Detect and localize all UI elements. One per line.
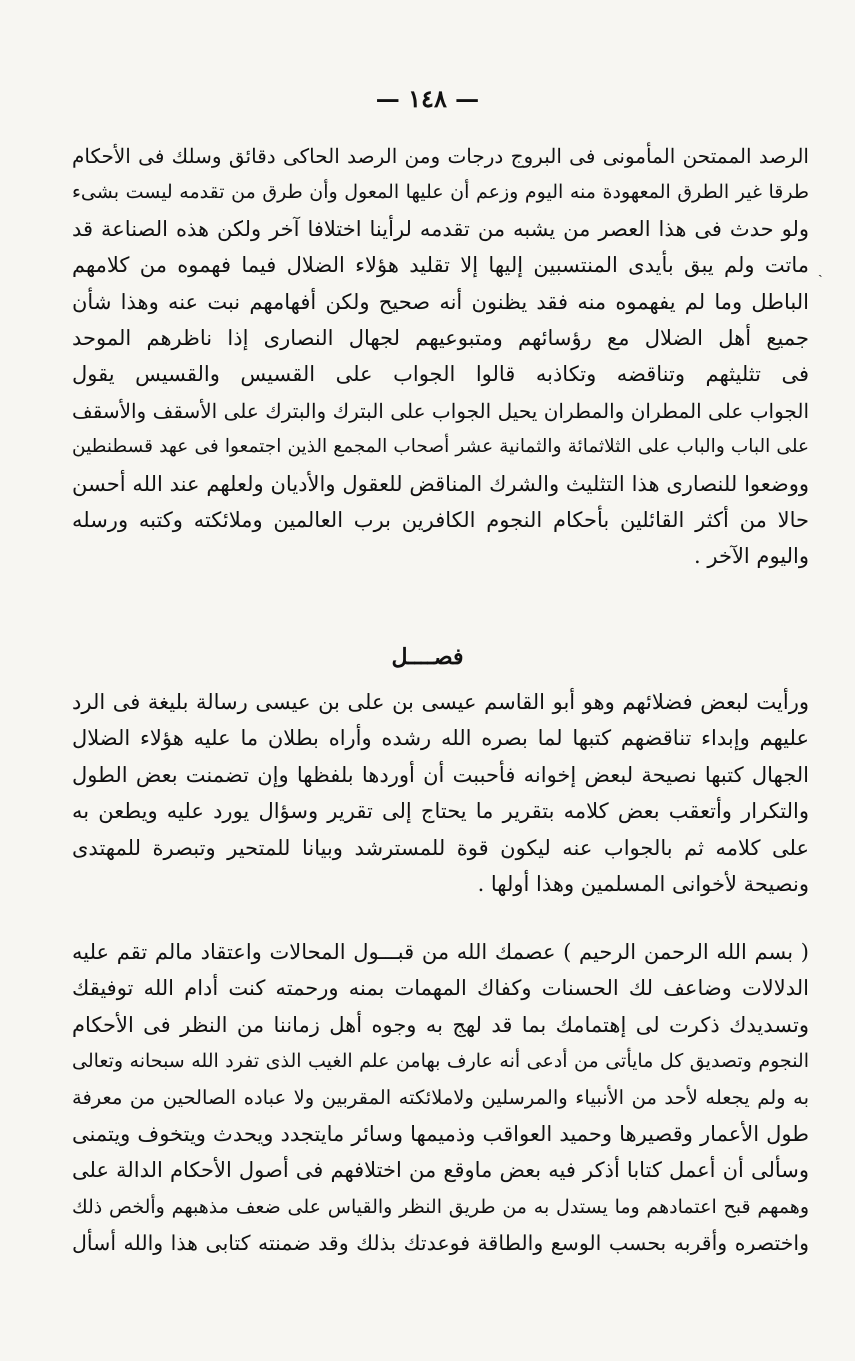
text-line: ولو حدث فى هذا العصر من يشبه من تقدمه لرأينا اختلافا آخر ولكن هذه الصناعة قد	[72, 216, 809, 241]
text-line: جميع أهل الضلال مع رؤسائهم ومتبوعيهم لجهال النصارى إذا ناظرهم الموحد	[72, 325, 809, 350]
margin-mark: ˎ	[818, 262, 823, 278]
page-number: — ١٤٨ —	[375, 84, 480, 113]
text-line: واليوم الآخر .	[694, 544, 809, 569]
section-heading: فصــــل	[391, 644, 464, 670]
text-line: طرقا غير الطرق المعهودة منه اليوم وزعم أن عليها المعول وأن طرق من تقدمه ليست بشىء	[72, 181, 809, 204]
text-line: طول الأعمار وقصيرها وحميد العواقب وذميمها وسائر مايتجدد ويحدث ويتخوف ويتمنى	[72, 1121, 809, 1146]
paragraph-3	[72, 934, 809, 1262]
text-line: واختصره وأقربه بحسب الوسع والطاقة فوعدتك بذلك وقد ضمنته كتابى هذا والله أسأل	[72, 1231, 809, 1256]
text-line: وسألى أن أعمل كتابا أذكر فيه بعض ماوقع من اختلافهم فى أصول الأحكام الدالة على	[72, 1158, 809, 1183]
text-line: حالا من أكثر القائلين بأحكام النجوم الكافرين برب العالمين وملائكته وكتبه ورسله	[72, 507, 809, 532]
text-line: الرصد الممتحن المأمونى فى البروج درجات ومن الرصد الحاكى دقائق وسلك فى الأحكام	[72, 144, 809, 168]
text-line: عليهم وإبداء تناقضهم كتبها لما بصره الله رشده وأراه بطلان ما عليه هؤلاء الضلال	[72, 726, 809, 751]
text-line: على كلامه ثم بالجواب عنه ليكون قوة للمسترشد وبيانا للمتحير وتبصرة للمهتدى	[72, 835, 809, 860]
text-line: به ولم يجعله لأحد من الأنبياء والمرسلين ولاملائكته المقربين ولا عباده الصالحين من معرفة	[72, 1085, 809, 1109]
text-line: والتكرار وأتعقب بعض كلامه بتقرير ما يحتاج إلى تقرير وسؤال يورد عليه ويطعن به	[72, 799, 809, 824]
text-line: ( بسم الله الرحمن الرحيم ) عصمك الله من قبـــول المحالات واعتقاد مالم تقم عليه	[72, 940, 809, 964]
text-line: الجهال كتبها نصيحة لبعض إخوانه فأحببت أن أوردها بلفظها وإن تضمنت بعض الطول	[72, 762, 809, 787]
text-line: الباطل وما لم يفهموه منه فقد يظنون أنه صحيح ولكن أفهامهم نبت عنه وهذا شأن	[72, 289, 809, 314]
text-line: النجوم وتصديق كل مايأتى من أدعى أنه عارف بهامن علم الغيب الذى تفرد الله سبحانه وتعالى	[72, 1050, 809, 1073]
text-line: وهمهم قبح اعتمادهم وما يستدل به من طريق النظر والقياس على ضعف مذهبهم وألخص ذلك	[72, 1195, 809, 1218]
text-line: على الباب والباب على الثلاثمائة والثمانية عشر أصحاب المجمع الذين اجتمعوا فى عهد قسطنطين	[72, 436, 809, 458]
text-line: ونصيحة لأخوانى المسلمين وهذا أولها .	[477, 871, 809, 896]
text-line: الدلالات وضاعف لك الحسنات وكفاك المهمات بمنه ورحمته كنت أدام الله توفيقك	[72, 976, 809, 1001]
text-line: ووضعوا للنصارى هذا التثليث والشرك المناقض للعقول والأديان ولعلهم عند الله أحسن	[72, 471, 809, 496]
text-line: فى تثليثهم وتناقضه وتكاذبه قالوا الجواب على القسيس والقسيس يقول	[72, 362, 809, 387]
text-line: ورأيت لبعض فضلائهم وهو أبو القاسم عيسى بن على بن عيسى رسالة بليغة فى الرد	[72, 690, 809, 714]
paragraph-2	[72, 684, 809, 902]
paragraph-1	[72, 138, 809, 575]
text-line: وتسديدك ذكرت لى إهتمامك بما قد لهج به وجوه أهل زماننا من النظر فى الأحكام	[72, 1012, 809, 1037]
text-line: ماتت ولم يبق بأيدى المنتسبين إليها إلا تقليد هؤلاء الضلال فيما فهموه من كلامهم	[72, 253, 809, 278]
text-line: الجواب على المطران والمطران يحيل الجواب على البترك والبترك على الأسقف والأسقف	[72, 398, 809, 423]
